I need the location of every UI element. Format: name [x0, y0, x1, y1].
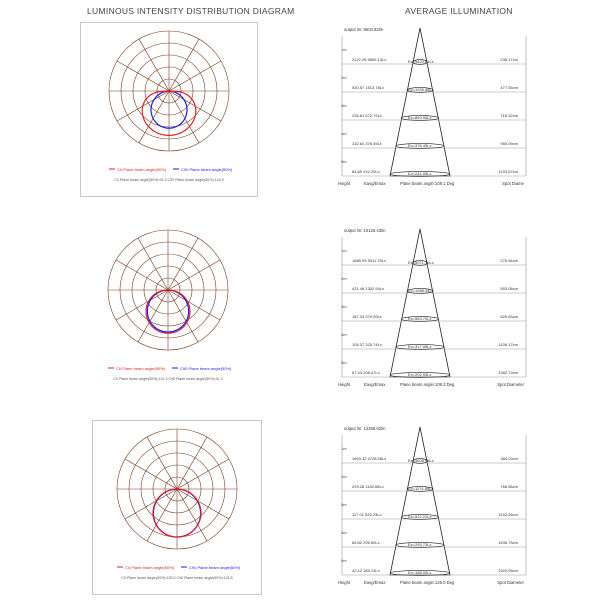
- center-illuminance-value: Ec=9820.81Lx: [408, 59, 434, 64]
- eavg-emax-value: 187.33 579.09Lx: [352, 314, 382, 319]
- center-illuminance-value: Ec=859.90Lx: [408, 115, 432, 120]
- height-label: 2m: [341, 474, 347, 479]
- spot-diameter-value: 955.09cm: [500, 141, 518, 146]
- illumination-chart: [334, 24, 530, 194]
- height-label: 2m: [341, 75, 347, 80]
- eavg-emax-value: 293.28 1182.68Lx: [352, 484, 384, 489]
- height-label: 5m: [341, 558, 347, 563]
- polar-chart: [80, 222, 256, 395]
- spot-diameter-value: 553.08cm: [500, 286, 518, 291]
- polar-footer: C0 Plane beam angle(50%):131.3 C90 Plane beam angle(50%):91.3: [113, 377, 223, 381]
- spot-diameter-value: 1382.72cm: [498, 370, 518, 375]
- polar-chart: [81, 23, 257, 196]
- eavg-emax-value: 235.81 672.79Lx: [352, 113, 382, 118]
- spot-diameter-value: 1106.17cm: [498, 342, 518, 347]
- c90-legend-label: C90 Plane beam angle(50%): [181, 167, 233, 172]
- center-illuminance-value: Ec=293.73Lx: [408, 542, 432, 547]
- spot-diameter-value: 238.17cm: [500, 57, 518, 62]
- illumination-chart: [334, 423, 530, 593]
- illumination-panel: [334, 225, 530, 395]
- height-label: 3m: [341, 502, 347, 507]
- eavg-emax-value: 1685.93 5311.78Lx: [352, 258, 386, 263]
- height-column-label: Height: [338, 382, 351, 387]
- c0-legend-label: C0 Plane beam angle(50%): [117, 167, 167, 172]
- spot-diameter-column-label: Spot Diame: [502, 181, 524, 186]
- illumination-chart: [334, 225, 530, 395]
- eavg-emax-value: 42.12 189.13Lx: [352, 568, 380, 573]
- spot-diameter-value: 1536.75cm: [498, 540, 518, 545]
- spot-diameter-value: 1152.56cm: [498, 512, 518, 517]
- spot-diameter-column-label: Spot Diameter: [497, 580, 524, 585]
- height-label: 5m: [341, 360, 347, 365]
- spot-diameter-value: 1193.87cm: [498, 169, 518, 174]
- center-illuminance-value: Ec=317.08Lx: [408, 344, 432, 349]
- polar-panel: [80, 222, 256, 395]
- center-illuminance-value: Ec=376.45Lx: [408, 143, 432, 148]
- height-label: 3m: [341, 304, 347, 309]
- spot-diameter-value: 1920.95cm: [498, 568, 518, 573]
- c90-legend-label: C90 Plane beam angle(50%): [189, 565, 241, 570]
- beam-cone: [390, 28, 450, 176]
- height-label: 1m: [341, 47, 347, 52]
- illumination-panel: [334, 423, 530, 593]
- center-illuminance-value: Ec=522.22Lx: [408, 514, 432, 519]
- polar-panel: [80, 22, 258, 197]
- beam-cone: [390, 229, 450, 377]
- spot-diameter-value: 384.29cm: [500, 456, 518, 461]
- polar-panel: [92, 420, 262, 595]
- center-illuminance-value: Ec=4608.98Lx: [408, 458, 434, 463]
- c0-legend-label: C0 Plane beam angle(50%): [125, 565, 175, 570]
- center-illuminance-value: Ec=5071.10Lx: [408, 260, 434, 265]
- height-label: 5m: [341, 159, 347, 164]
- height-label: 3m: [341, 103, 347, 108]
- height-label: 1m: [341, 446, 347, 451]
- eavg-emax-column-label: Eavg/Emax: [364, 580, 386, 585]
- height-label: 4m: [341, 131, 347, 136]
- polar-heading: LUMINOUS INTENSITY DISTRIBUTION DIAGRAM: [87, 6, 295, 16]
- center-illuminance-value: Ec=1174.89Lx: [408, 486, 434, 491]
- eavg-emax-value: 421.48 1302.94Lx: [352, 286, 385, 291]
- beam-cone: [390, 427, 450, 575]
- spot-diameter-value: 768.58cm: [500, 484, 518, 489]
- c90-legend-label: C90 Plane beam angle(50%): [180, 366, 232, 371]
- polar-chart: [93, 421, 261, 594]
- eavg-emax-value: 1693.12 4728.08Lx: [352, 456, 387, 461]
- height-label: 4m: [341, 332, 347, 337]
- center-illuminance-value: Ec=241.05Lx: [408, 171, 432, 176]
- polar-footer: C0 Plane beam angle(50%):91.3 C90 Plane beam angle(50%):124.9: [114, 178, 224, 182]
- beam-angle-label: Plane beam angle:125.0 Deg: [400, 580, 455, 585]
- output-lumens: output lm: 12258.92lm: [344, 426, 386, 431]
- height-column-label: Height: [338, 580, 351, 585]
- spot-diameter-value: 716.32cm: [500, 113, 518, 118]
- center-illuminance-value: Ec=188.00Lx: [408, 570, 432, 575]
- height-label: 1m: [341, 248, 347, 253]
- height-label: 2m: [341, 276, 347, 281]
- output-lumens: output lm: 10126.43lm: [344, 228, 386, 233]
- c0-legend-label: C0 Plane beam angle(50%): [116, 366, 166, 371]
- eavg-emax-value: 2122.28 9655.13Lx: [352, 57, 387, 62]
- eavg-emax-value: 530.57 1513.78Lx: [352, 85, 385, 90]
- eavg-emax-value: 67.44 208.47Lx: [352, 370, 380, 375]
- center-illuminance-value: Ec=1268.34Lx: [408, 288, 434, 293]
- illumination-heading: AVERAGE ILLUMINATION: [405, 6, 513, 16]
- center-illuminance-value: Ec=202.93Lx: [408, 372, 432, 377]
- eavg-emax-value: 132.64 378.45Lx: [352, 141, 382, 146]
- spot-diameter-value: 276.54cm: [500, 258, 518, 263]
- center-illuminance-value: Ec=1935.58Lx: [408, 87, 434, 92]
- polar-footer: C0 Plane beam angle(50%):135.0 C90 Plane beam angle(50%):121.5: [121, 576, 233, 580]
- eavg-emax-value: 84.89 242.20Lx: [352, 169, 380, 174]
- output-lumens: output lm: 9503.92lm: [344, 27, 384, 32]
- eavg-emax-column-label: Eavg/Emax: [364, 181, 386, 186]
- center-illuminance-value: Ec=563.70Lx: [408, 316, 432, 321]
- eavg-emax-value: 65.82 295.50Lx: [352, 540, 380, 545]
- spot-diameter-column-label: Spot Diameter: [497, 382, 524, 387]
- beam-angle-label: Plane beam angle:108.3 Deg: [400, 382, 455, 387]
- eavg-emax-column-label: Eavg/Emax: [364, 382, 386, 387]
- spot-diameter-value: 829.63cm: [500, 314, 518, 319]
- illumination-panel: [334, 24, 530, 194]
- eavg-emax-value: 105.37 325.74Lx: [352, 342, 382, 347]
- eavg-emax-value: 117.01 525.23Lx: [352, 512, 382, 517]
- height-label: 4m: [341, 530, 347, 535]
- spot-diameter-value: 477.55cm: [500, 85, 518, 90]
- beam-angle-label: Plane beam angle:108.1 Deg: [400, 181, 455, 186]
- height-column-label: Height: [338, 181, 351, 186]
